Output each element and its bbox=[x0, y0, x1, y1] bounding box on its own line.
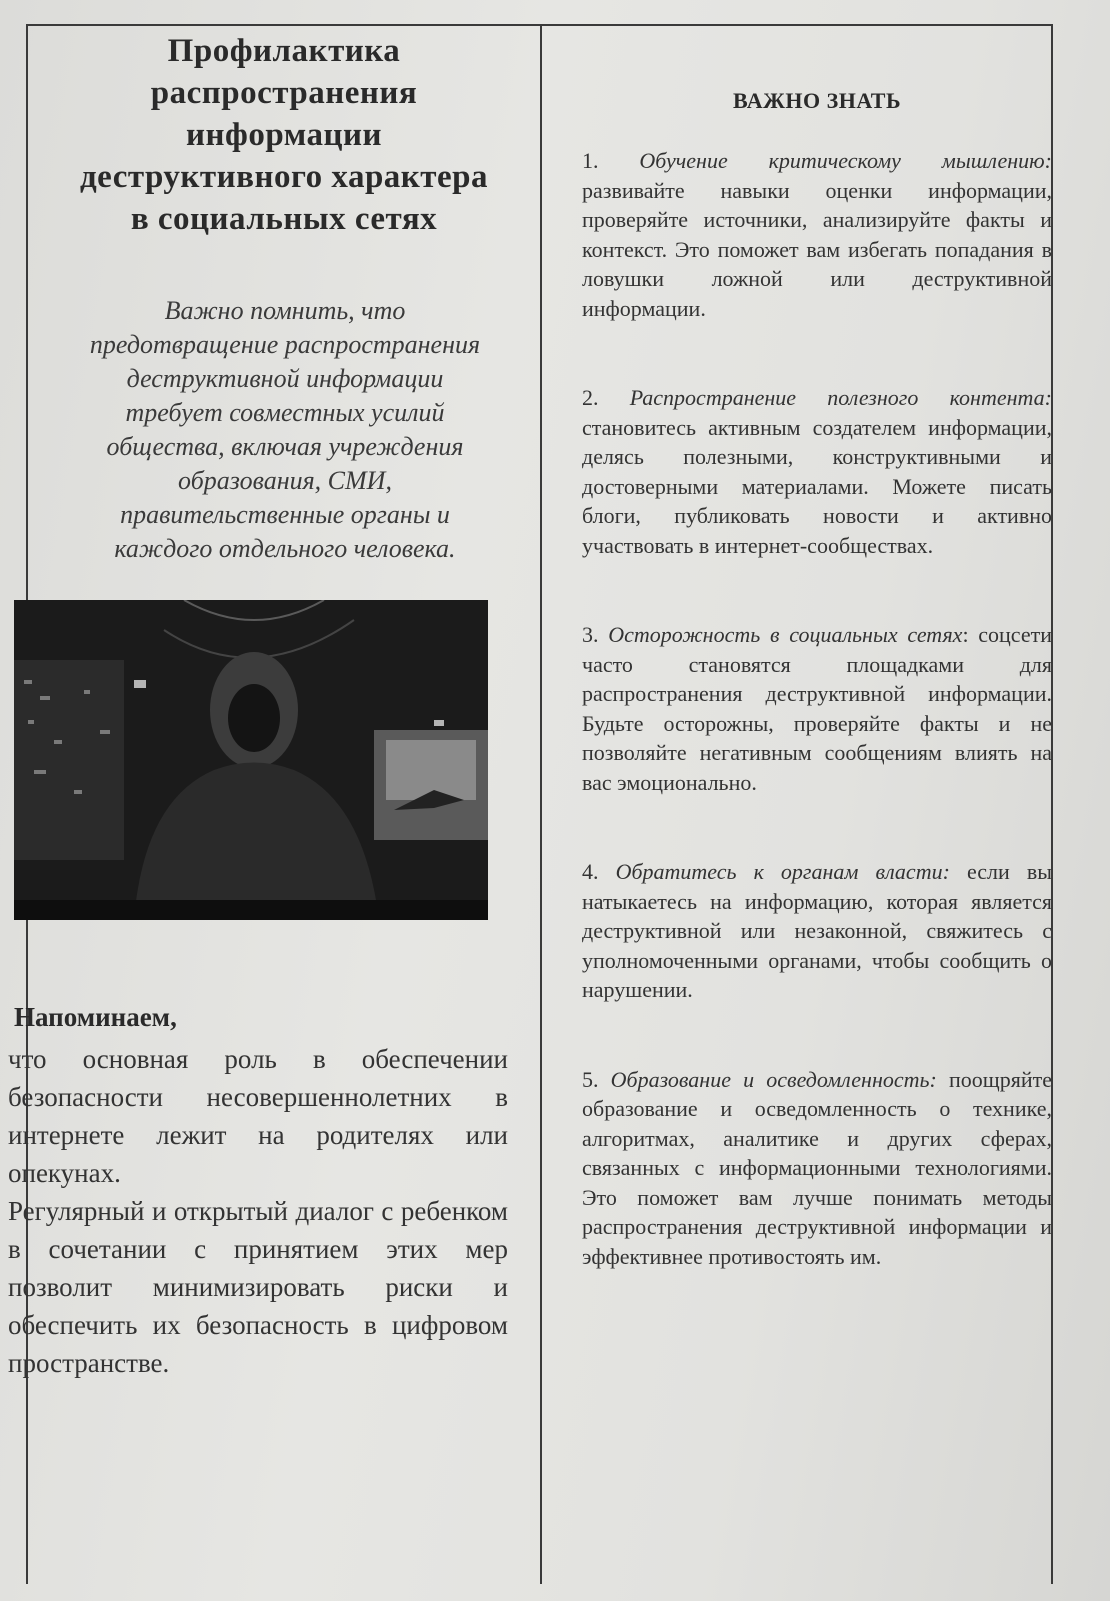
tip-number: 2. bbox=[582, 385, 599, 410]
title-line: в социальных сетях bbox=[130, 201, 438, 237]
tip-item bbox=[582, 146, 1052, 323]
title-line: деструктивного характера bbox=[79, 159, 489, 195]
tip-item bbox=[582, 620, 1052, 797]
title-line: распространения bbox=[150, 75, 418, 111]
tip-number: 3. bbox=[582, 622, 599, 647]
intro-line: общества, включая учреждения bbox=[106, 432, 464, 461]
tip-body: поощряйте образование и осведомленность о технике, алгоритмах, аналитике и других сферах, связанных с информационными технологиями. Это поможет вам лучше понимать методы распространения деструктивной информации и эффективнее противостоять им. bbox=[582, 1066, 1053, 1269]
tip-body: становитесь активным создателем информации, делясь полезными, конструктивными и достоверными материалами. Можете писать блоги, публиковать новости и активно участвовать в интернет-сообществах. bbox=[582, 414, 1052, 558]
intro-line: каждого отдельного человека. bbox=[114, 534, 456, 563]
remind-paragraph: Регулярный и открытый диалог с ребенком в сочетании с принятием этих мер позволит минимизировать риски и обеспечить их безопасность в цифровом пространстве. bbox=[8, 1196, 508, 1378]
intro-line: образования, СМИ, bbox=[178, 466, 392, 495]
tip-heading: Осторожность в социальных сетях bbox=[608, 622, 963, 647]
tip-number: 4. bbox=[582, 859, 599, 884]
intro-line: предотвращение распространения bbox=[89, 330, 481, 359]
hooded-figure-photo bbox=[14, 600, 488, 920]
tip-number: 1. bbox=[582, 148, 599, 173]
title-line: информации bbox=[185, 117, 382, 153]
tip-heading: Обучение критическому мышлению: bbox=[639, 148, 1053, 173]
tip-item bbox=[582, 1065, 1052, 1272]
tip-heading: Образование и осведомленность: bbox=[610, 1066, 937, 1092]
tip-body: если вы натыкаетесь на информацию, которая является деструктивной или незаконной, свяжитесь с уполномоченными органами, чтобы сообщить о нарушении. bbox=[582, 859, 1053, 1002]
column-divider bbox=[540, 24, 542, 1584]
tip-heading: Распространение полезного контента: bbox=[629, 385, 1052, 410]
tip-body: развивайте навыки оценки информации, проверяйте источники, анализируйте факты и контекст. Это поможет вам избегать попадания в ловушки ложной или деструктивной информации. bbox=[582, 177, 1052, 321]
remind-text bbox=[8, 1040, 508, 1382]
intro-line: деструктивной информации bbox=[126, 364, 444, 393]
tip-item bbox=[582, 857, 1052, 1005]
tip-body: : соцсети часто становятся площадками для распространения деструктивной информации. Будьте осторожны, проверяйте факты и не позволяйте негативным сообщениям влиять на вас эмоционально. bbox=[582, 622, 1052, 795]
intro-line: правительственные органы и bbox=[120, 500, 450, 529]
tip-item bbox=[582, 383, 1052, 560]
intro-text bbox=[40, 294, 530, 566]
intro-line: требует совместных усилий bbox=[125, 398, 445, 427]
tip-heading: Обратитесь к органам власти: bbox=[615, 859, 950, 884]
right-column bbox=[582, 80, 1052, 1331]
leaflet-title bbox=[38, 30, 530, 240]
remind-paragraph: что основная роль в обеспечении безопасности несовершеннолетних в интернете лежит на родителях или опекунах. bbox=[8, 1044, 508, 1188]
intro-line: Важно помнить, что bbox=[164, 296, 406, 325]
left-column bbox=[10, 30, 530, 566]
important-heading: ВАЖНО ЗНАТЬ bbox=[732, 88, 902, 113]
title-line: Профилактика bbox=[167, 33, 401, 69]
tip-number: 5. bbox=[582, 1066, 599, 1092]
remind-heading: Напоминаем, bbox=[14, 1002, 177, 1032]
